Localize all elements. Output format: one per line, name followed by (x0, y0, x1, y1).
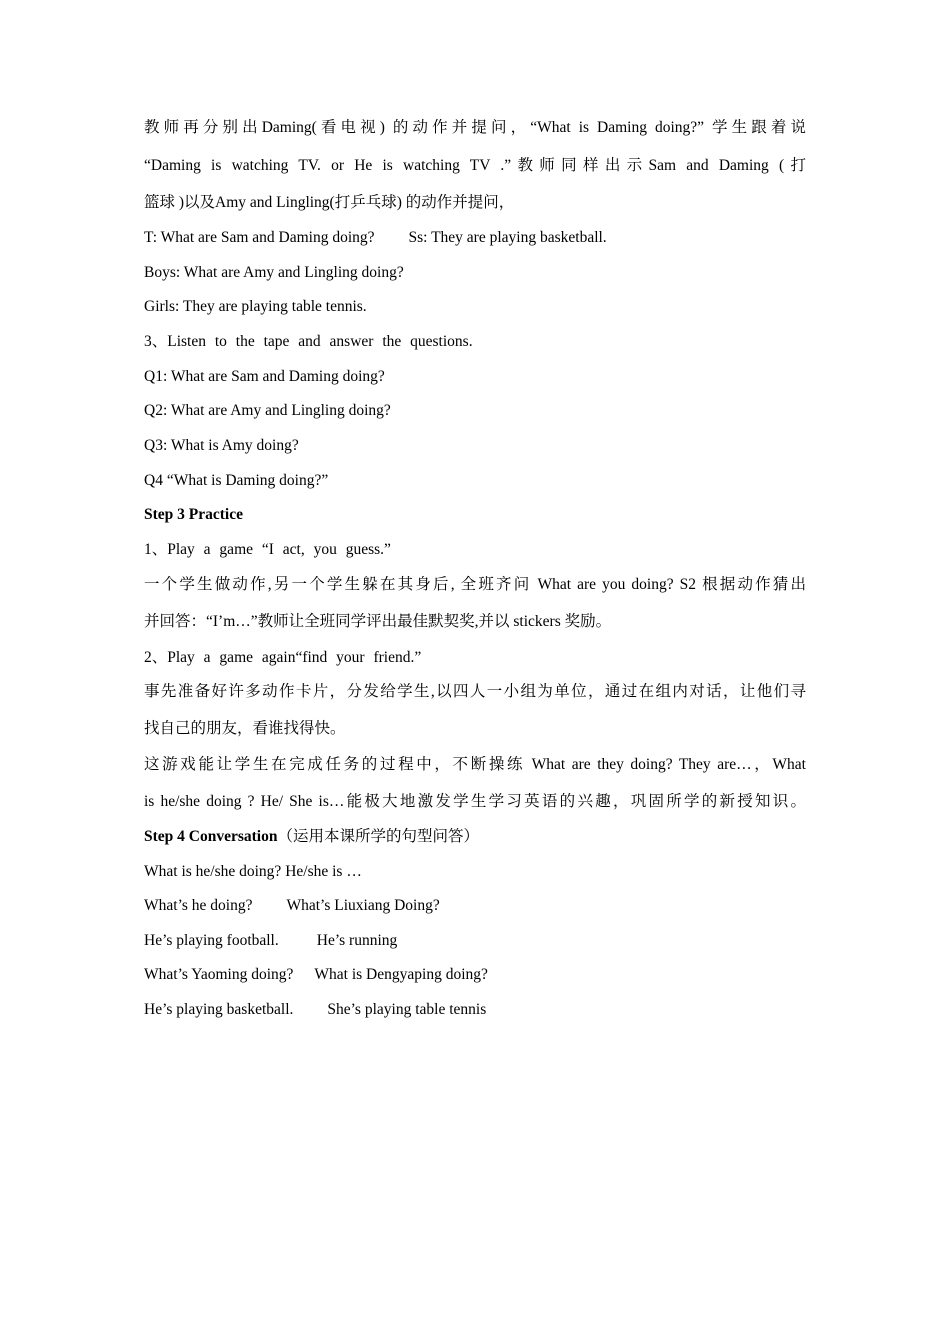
conversation-answer: He’s running (316, 932, 398, 949)
question-line: Q1: What are Sam and Daming doing? (144, 368, 385, 385)
conversation-question: What is Dengyaping doing? (314, 966, 488, 983)
section-heading (144, 827, 806, 847)
dialogue-line: Boys: What are Amy and Lingling doing? (144, 264, 404, 281)
paragraph-line: 一个学生做动作,另一个学生躲在其身后, 全班齐问 What are you doing? S2 根据动作猜出 (144, 576, 806, 593)
question-line: Q3: What is Amy doing? (144, 437, 299, 454)
conversation-line (144, 965, 806, 985)
conversation-answer: She’s playing table tennis (327, 1001, 487, 1018)
list-item: 2、Play a game again“find your friend.” (144, 649, 422, 666)
conversation-line (144, 1000, 806, 1020)
conversation-line (144, 931, 806, 951)
paragraph-line: 找自己的朋友，看谁找得快。 (144, 720, 346, 737)
dialogue-line (144, 228, 806, 248)
paragraph-line: 这游戏能让学生在完成任务的过程中，不断操练 What are they doing? They are…，What (144, 756, 806, 773)
question-line: Q4 “What is Daming doing?” (144, 472, 329, 489)
paragraph-line: 教师再分别出Daming(看电视) 的动作并提问，“What is Daming doing?” 学生跟着说 (144, 119, 806, 136)
conversation-answer: He’s playing football. (144, 932, 279, 949)
paragraph-line: 并回答：“I’m…”教师让全班同学评出最佳默契奖,并以 stickers 奖励。 (144, 613, 612, 630)
list-item: 3、Listen to the tape and answer the questions. (144, 333, 473, 350)
paragraph-line: 篮球 )以及Amy and Lingling(打乒乓球) 的动作并提问， (144, 194, 515, 211)
list-item: 1、Play a game “I act, you guess.” (144, 541, 391, 558)
paragraph-line: “Daming is watching TV. or He is watching TV .”教师同样出示Sam and Daming (打 (144, 157, 806, 174)
conversation-question: What’s he doing? (144, 897, 253, 914)
section-note: （运用本课所学的句型问答） (277, 828, 479, 845)
students-answer: Ss: They are playing basketball. (408, 229, 607, 246)
section-title: Step 4 Conversation (144, 828, 278, 845)
conversation-line: What is he/she doing? He/she is … (144, 863, 362, 880)
section-heading: Step 3 Practice (144, 506, 243, 523)
paragraph-line: 事先准备好许多动作卡片，分发给学生,以四人一小组为单位，通过在组内对话，让他们寻 (144, 683, 806, 700)
teacher-question: T: What are Sam and Daming doing? (144, 229, 375, 246)
conversation-question: What’s Liuxiang Doing? (286, 897, 440, 914)
conversation-line (144, 896, 806, 916)
question-line: Q2: What are Amy and Lingling doing? (144, 402, 391, 419)
conversation-answer: He’s playing basketball. (144, 1001, 294, 1018)
conversation-question: What’s Yaoming doing? (144, 966, 294, 983)
dialogue-line: Girls: They are playing table tennis. (144, 298, 367, 315)
paragraph-line: is he/she doing ? He/ She is…能极大地激发学生学习英语的兴趣，巩固所学的新授知识。 (144, 793, 806, 810)
